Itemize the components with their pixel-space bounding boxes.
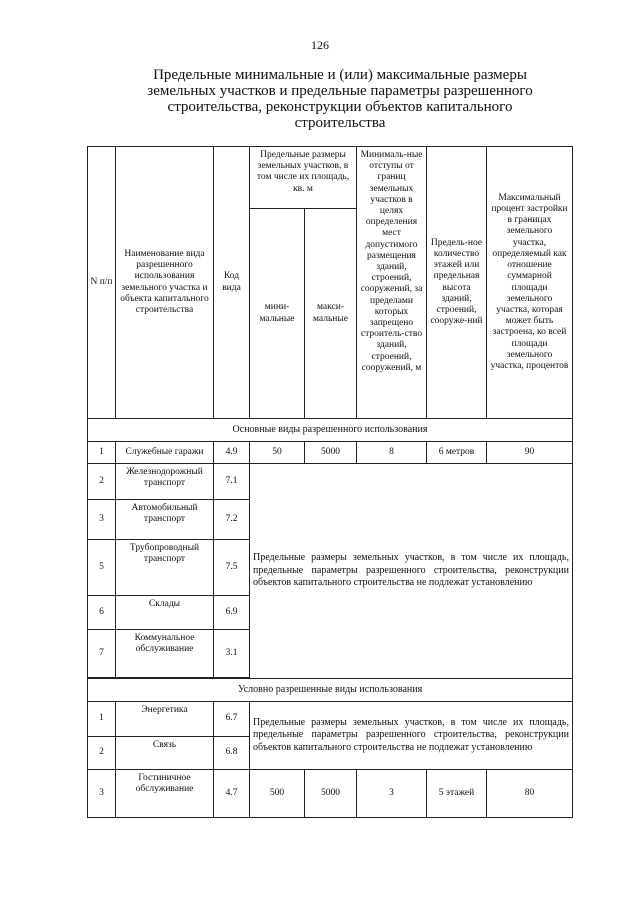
- row-name: Служебные гаражи: [116, 442, 214, 464]
- row-code: 6.9: [214, 596, 250, 630]
- header-area-min: мини-мальные: [250, 209, 305, 419]
- row-area-min: 500: [250, 770, 305, 818]
- note-conditional: Предельные размеры земельных участков, в том числе их площадь, предельные параметры разрешенного строительства, реконструкции объектов капитального строительства не подлежат установлению: [250, 702, 573, 770]
- row-name: Энергетика: [116, 702, 214, 737]
- row-code: 4.7: [214, 770, 250, 818]
- row-num: 3: [88, 500, 116, 540]
- row-area-min: 50: [250, 442, 305, 464]
- land-parameters-table: [87, 146, 573, 818]
- row-num: 2: [88, 464, 116, 500]
- row-num: 6: [88, 596, 116, 630]
- row-area-max: 5000: [305, 770, 357, 818]
- row-code: 4.9: [214, 442, 250, 464]
- row-num: 5: [88, 540, 116, 596]
- table-row: [88, 464, 573, 500]
- header-area-max: макси-мальные: [305, 209, 357, 419]
- row-name: Связь: [116, 737, 214, 770]
- section-row: [88, 679, 573, 702]
- header-num: N п/п: [88, 147, 116, 419]
- row-name: Железнодорожный транспорт: [116, 464, 214, 500]
- table-row: [88, 442, 573, 464]
- header-code: Код вида: [214, 147, 250, 419]
- header-area-group: Предельные размеры земельных участков, в том числе их площадь, кв. м: [250, 147, 357, 209]
- section-main-title: Основные виды разрешенного использования: [88, 419, 573, 442]
- table-row: [88, 770, 573, 818]
- row-floors: 5 этажей: [427, 770, 487, 818]
- row-name: Склады: [116, 596, 214, 630]
- table-row: [88, 702, 573, 737]
- section-row: [88, 419, 573, 442]
- row-coverage: 90: [487, 442, 573, 464]
- row-name: Коммунальное обслуживание: [116, 630, 214, 678]
- row-name: Автомобильный транспорт: [116, 500, 214, 540]
- note-main: Предельные размеры земельных участков, в том числе их площадь, предельные параметры разрешенного строительства, реконструкции объектов капитального строительства не подлежат установлению: [250, 464, 573, 679]
- row-name: Гостиничное обслуживание: [116, 770, 214, 818]
- row-name: Трубопроводный транспорт: [116, 540, 214, 596]
- header-coverage: Максимальный процент застройки в границах земельного участка, определяемый как отношение суммарной площади земельного участка, которая может быть застроена, ко всей площади земельного участка, процентов: [487, 147, 573, 419]
- page-number: 126: [311, 38, 329, 52]
- row-code: 6.7: [214, 702, 250, 737]
- row-num: 1: [88, 702, 116, 737]
- row-setback: 3: [357, 770, 427, 818]
- row-code: 7.1: [214, 464, 250, 500]
- row-floors: 6 метров: [427, 442, 487, 464]
- header-name: Наименование вида разрешенного использования земельного участка и объекта капитального строительства: [116, 147, 214, 419]
- header-row: [88, 147, 573, 209]
- document-title: Предельные минимальные и (или) максимальные размеры земельных участков и предельные параметры разрешенного строительства, реконструкции объектов капитального строительства: [147, 67, 533, 131]
- row-code: 3.1: [214, 630, 250, 678]
- row-code: 7.5: [214, 540, 250, 596]
- row-num: 2: [88, 737, 116, 770]
- row-setback: 8: [357, 442, 427, 464]
- row-num: 7: [88, 630, 116, 678]
- header-floors: Предель-ное количество этажей или предельная высота зданий, строений, сооруже-ний: [427, 147, 487, 419]
- row-code: 6.8: [214, 737, 250, 770]
- row-num: 1: [88, 442, 116, 464]
- header-setback: Минималь-ные отступы от границ земельных участков в целях определения мест допустимого размещения зданий, строений, сооружений, за пределами которых запрещено строитель-ство зданий, строений, сооружений, м: [357, 147, 427, 419]
- section-conditional-title: Условно разрешенные виды использования: [88, 679, 573, 702]
- row-area-max: 5000: [305, 442, 357, 464]
- row-num: 3: [88, 770, 116, 818]
- row-code: 7.2: [214, 500, 250, 540]
- row-coverage: 80: [487, 770, 573, 818]
